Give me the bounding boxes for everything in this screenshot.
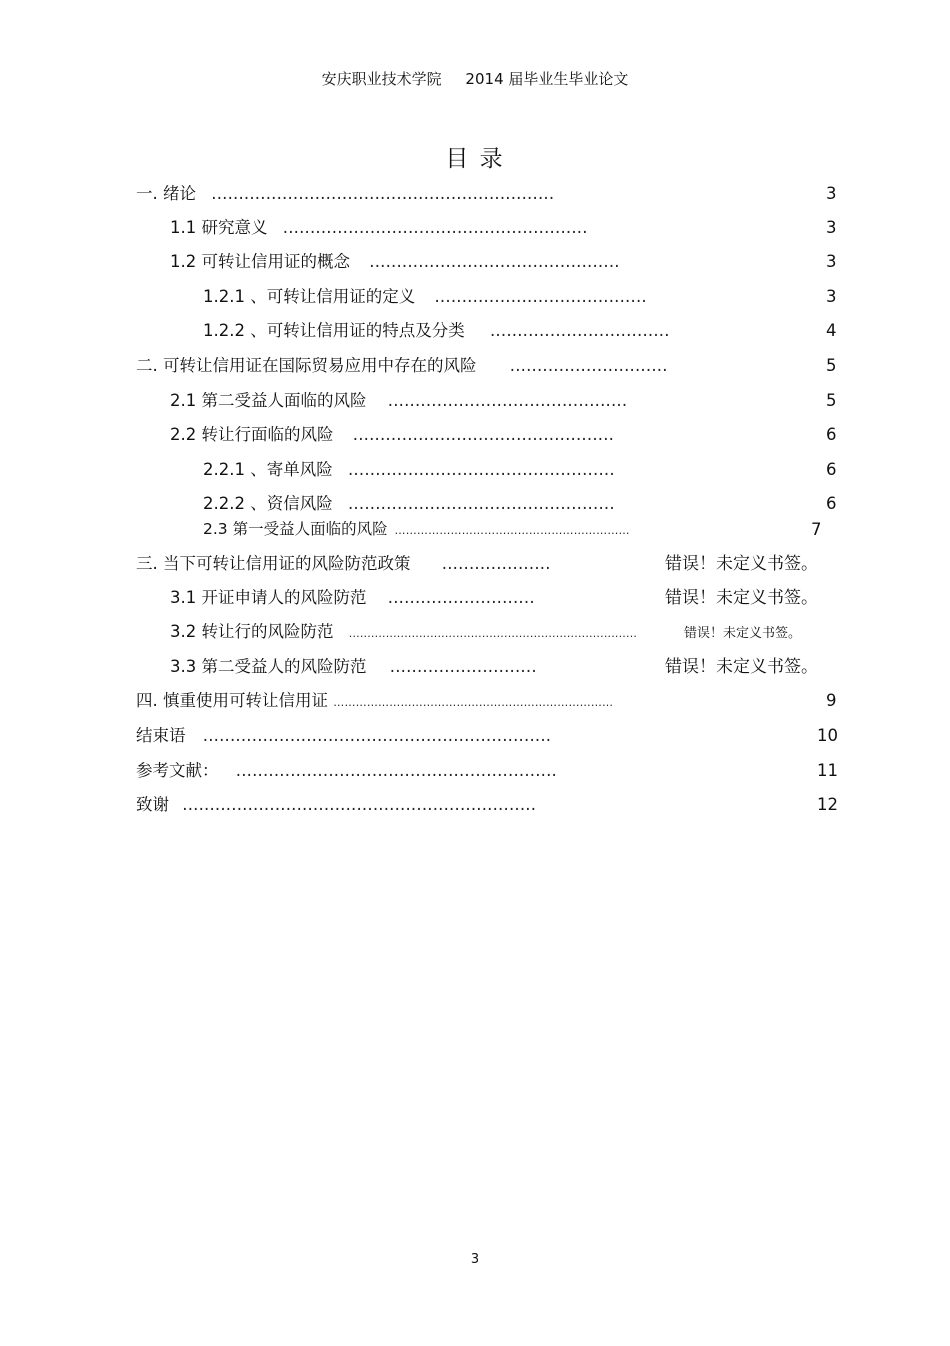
- toc-entry[interactable]: [203, 320, 670, 342]
- toc-entry[interactable]: [136, 355, 668, 377]
- toc-entry[interactable]: [170, 656, 537, 678]
- toc-page-error: 错误！未定义书签。: [665, 588, 818, 608]
- toc-leader-dots: ........................................................: [282, 218, 588, 237]
- page-title: 目 录: [445, 146, 505, 172]
- toc-page-number: 3: [826, 184, 837, 203]
- toc-leader-dots: .................................................: [347, 494, 615, 513]
- toc-page-number: 5: [826, 356, 837, 375]
- toc-entry[interactable]: [203, 493, 615, 515]
- toc-entry-label: 2.1 第二受益人面临的风险: [170, 391, 367, 410]
- toc-page-number: 11: [817, 761, 838, 780]
- toc-entry-label: 2.2.2 、资信风险: [203, 494, 333, 513]
- toc-entry-label: 2.2 转让行面临的风险: [170, 425, 334, 444]
- toc-entry-label: 二. 可转让信用证在国际贸易应用中存在的风险: [136, 356, 477, 375]
- toc-entry[interactable]: [170, 390, 627, 412]
- toc-page-number: 6: [826, 460, 837, 479]
- toc-entry-label: 1.1 研究意义: [170, 218, 268, 237]
- toc-entry[interactable]: [170, 424, 614, 446]
- toc-leader-dots: ............................................: [387, 391, 628, 410]
- toc-entry[interactable]: [136, 725, 551, 747]
- toc-leader-dots: .............................: [509, 356, 668, 375]
- toc-entry[interactable]: [136, 690, 613, 714]
- toc-entry-label: 2.2.1 、寄单风险: [203, 460, 333, 479]
- page-number-footer: 3: [470, 1252, 480, 1267]
- toc-entry[interactable]: [170, 587, 535, 609]
- toc-leader-dots: ..............................................................................: [348, 627, 638, 640]
- toc-leader-dots: ...........................................................: [235, 761, 557, 780]
- toc-entry[interactable]: [170, 217, 588, 239]
- toc-page-number: 6: [826, 425, 837, 444]
- toc-page-number: 9: [826, 691, 837, 710]
- toc-entry[interactable]: [136, 760, 557, 782]
- toc-leader-dots: .................................: [489, 321, 670, 340]
- toc-entry[interactable]: [170, 621, 637, 645]
- toc-entry[interactable]: [203, 286, 647, 308]
- toc-entry-label: 1.2.2 、可转让信用证的特点及分类: [203, 321, 465, 340]
- toc-page-number: 3: [826, 252, 837, 271]
- toc-entry[interactable]: [170, 251, 620, 273]
- toc-leader-dots: .................................................: [347, 460, 615, 479]
- toc-entry-label: 结束语: [136, 726, 186, 745]
- toc-leader-dots: ....................: [441, 554, 551, 573]
- toc-entry-label: 一. 绪论: [136, 184, 196, 203]
- toc-page-error: 错误！未定义书签。: [665, 554, 818, 574]
- toc-leader-dots: ................................................: [352, 425, 615, 444]
- toc-leader-dots: .......................................: [434, 287, 647, 306]
- toc-entry-label: 2.3 第一受益人面临的风险: [203, 520, 388, 538]
- toc-page-number: 12: [817, 795, 838, 814]
- toc-entry[interactable]: [136, 553, 551, 575]
- toc-leader-dots: ..............................................: [369, 252, 620, 271]
- toc-page-number: 3: [826, 218, 837, 237]
- toc-entry-label: 三. 当下可转让信用证的风险防范政策: [136, 554, 411, 573]
- toc-page-number: 4: [826, 321, 837, 340]
- toc-entry[interactable]: [136, 183, 554, 205]
- toc-page-number: 10: [817, 726, 838, 745]
- toc-entry-label: 3.2 转让行的风险防范: [170, 622, 334, 641]
- toc-page-number: 3: [826, 287, 837, 306]
- toc-leader-dots: ................................................................: [202, 726, 552, 745]
- toc-page-error: 错误！未定义书签。: [684, 626, 802, 641]
- toc-entry-label: 四. 慎重使用可转让信用证: [136, 691, 328, 710]
- toc-leader-dots: ...........................: [387, 588, 535, 607]
- toc-entry[interactable]: [203, 518, 630, 542]
- toc-entry-label: 1.2 可转让信用证的概念: [170, 252, 350, 271]
- toc-entry-label: 3.3 第二受益人的风险防范: [170, 657, 367, 676]
- toc-leader-dots: .................................................................: [182, 795, 537, 814]
- running-header: 安庆职业技术学院 2014 届毕业生毕业论文: [321, 70, 629, 88]
- toc-entry-label: 致谢: [136, 795, 169, 814]
- toc-page-error: 错误！未定义书签。: [665, 657, 818, 677]
- toc-entry-label: 参考文献：: [136, 761, 219, 780]
- toc-entry-label: 1.2.1 、可转让信用证的定义: [203, 287, 416, 306]
- toc-leader-dots: ………………………………………………………: [394, 524, 630, 537]
- toc-entry-label: 3.1 开证申请人的风险防范: [170, 588, 367, 607]
- toc-page-number: 7: [811, 520, 822, 539]
- toc-page-number: 6: [826, 494, 837, 513]
- toc-entry[interactable]: [136, 794, 536, 816]
- toc-page-number: 5: [826, 391, 837, 410]
- toc-entry[interactable]: [203, 459, 615, 481]
- toc-leader-dots: …………………………………………………………………: [333, 696, 614, 709]
- toc-leader-dots: ...........................: [389, 657, 537, 676]
- toc-leader-dots: ...............................................................: [211, 184, 555, 203]
